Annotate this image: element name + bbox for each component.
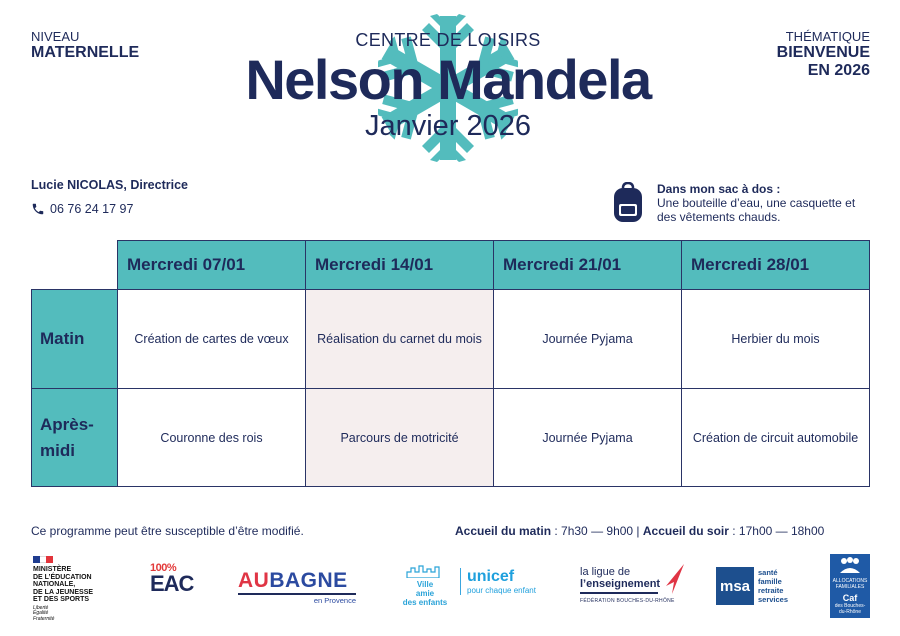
backpack-line2: des vêtements chauds. (657, 210, 781, 224)
msa-line: famille (758, 577, 782, 586)
backpack-line1: Une bouteille d’eau, une casquette et (657, 196, 856, 210)
month-label: Janvier 2026 (364, 110, 532, 142)
level-value: MATERNELLE (31, 44, 140, 62)
ministry-line: ET DES SPORTS (33, 596, 90, 603)
family-icon (839, 557, 861, 575)
caf-sub: du-Rhône (839, 609, 861, 615)
level-label: NIVEAU (31, 29, 80, 44)
ligue-line3: FÉDÉRATION BOUCHES-DU-RHÔNE (580, 597, 675, 604)
motto-line: Fraternité (33, 615, 55, 622)
phone-row (31, 202, 133, 216)
aubagne-sub: en Provence (313, 596, 356, 605)
column-header: Mercredi 07/01 (117, 240, 306, 290)
msa-line: retraite (758, 586, 784, 595)
ministry-line: DE LA JEUNESSE (33, 588, 94, 596)
row-label-morning (31, 289, 118, 389)
aubagne-part1: AU (238, 569, 270, 592)
evening-hours: : 17h00 — 18h00 (728, 524, 825, 538)
unicef-logo (460, 568, 540, 595)
centre-subtitle: CENTRE DE LOISIRS (355, 30, 541, 50)
eac-logo (150, 562, 195, 594)
ligue-logo (580, 566, 688, 604)
ligue-line2: l’enseignement (580, 578, 661, 590)
row-label-line: Matin (40, 329, 85, 348)
caf-logo (830, 554, 870, 618)
caf-line: FAMILIALES (835, 584, 865, 590)
caf-line: ALLOCATIONS (832, 578, 868, 584)
ligue-line1: la ligue de (580, 566, 631, 578)
ministry-line: NATIONALE, (33, 581, 76, 588)
ministry-logo (33, 556, 113, 622)
opening-hours (455, 524, 824, 538)
ligue-arrow-icon (662, 564, 686, 594)
evening-label: Accueil du soir (642, 524, 729, 538)
msa-box: msa (716, 567, 754, 605)
activity-cell: Réalisation du carnet du mois (305, 289, 494, 389)
eac-letters: EAC (150, 571, 194, 596)
morning-hours: : 7h30 — 9h00 | (551, 524, 643, 538)
disclaimer-text: Ce programme peut être susceptible d’être modifié. (31, 524, 304, 538)
activity-cell: Parcours de motricité (305, 388, 494, 487)
backpack-icon (611, 182, 645, 224)
msa-logo (716, 567, 802, 605)
page-title: Nelson Mandela (245, 48, 651, 111)
theme-line2: EN 2026 (807, 61, 870, 79)
activity-cell: Création de circuit automobile (681, 388, 870, 487)
director-name: Lucie NICOLAS, Directrice (31, 178, 188, 192)
ministry-line: DE L’ÉDUCATION (33, 573, 92, 581)
column-header: Mercredi 21/01 (493, 240, 682, 290)
phone-icon (31, 202, 45, 216)
row-label-line: midi (40, 440, 75, 460)
column-header: Mercredi 28/01 (681, 240, 870, 290)
phone-number: 06 76 24 17 97 (50, 202, 134, 216)
unicef-tagline: pour chaque enfant (467, 586, 536, 595)
activity-cell: Couronne des rois (117, 388, 306, 487)
theme-label: THÉMATIQUE (785, 29, 870, 44)
activity-cell: Journée Pyjama (493, 388, 682, 487)
aubagne-logo (238, 570, 356, 605)
row-label-afternoon (31, 388, 118, 487)
morning-label: Accueil du matin (455, 524, 552, 538)
row-label-line: Après- (40, 414, 94, 434)
ministry-line: MINISTÈRE (33, 566, 72, 573)
caf-name: Caf (842, 593, 858, 603)
caf-sub: des Bouches- (834, 603, 866, 609)
ville-amie-line: Ville (416, 580, 434, 589)
motto-line: Liberté (33, 604, 49, 611)
backpack-info (657, 182, 855, 224)
ville-amie-logo (394, 564, 456, 607)
msa-line: santé (758, 568, 778, 577)
activity-cell: Création de cartes de vœux (117, 289, 306, 389)
activity-cell: Herbier du mois (681, 289, 870, 389)
eac-percent: 100% (150, 562, 177, 574)
ville-amie-line: amie (415, 589, 435, 598)
unicef-name: unicef (467, 568, 515, 585)
theme-line1: BIENVENUE (776, 44, 870, 62)
motto-line: Égalité (33, 610, 49, 616)
city-icon (405, 564, 445, 578)
aubagne-part2: BAGNE (269, 569, 348, 592)
msa-line: services (758, 595, 789, 604)
backpack-title: Dans mon sac à dos : (657, 182, 781, 196)
column-header: Mercredi 14/01 (305, 240, 494, 290)
ville-amie-line: des enfants (402, 598, 448, 607)
french-flag-icon (33, 556, 53, 563)
activity-cell: Journée Pyjama (493, 289, 682, 389)
